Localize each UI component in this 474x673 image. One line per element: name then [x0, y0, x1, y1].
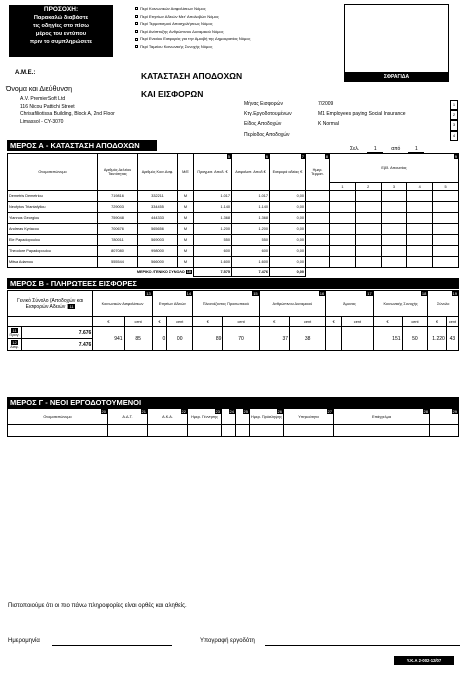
table-row: Ele Papadopoulou 780011 569003 M 550 550 0,00	[8, 235, 459, 246]
info-row: Είδος Αποδοχών K Normal 3	[244, 120, 458, 130]
section-a-header: ΜΕΡΟΣ Α - ΚΑΤΑΣΤΑΣΗ ΑΠΟΔΟΧΩΝ	[7, 140, 157, 151]
week-col: 3	[381, 183, 407, 191]
date-label: Ημερομηνία	[8, 638, 40, 644]
table-row: Neofytos Triantafyllou 729003 334455 M 1.140 1.140 0,00	[8, 202, 459, 213]
col-header-name: Ονοματεπώνυμο	[8, 154, 98, 191]
notice-line: μέρος του εντύπου	[35, 31, 87, 37]
week-col: 2	[355, 183, 381, 191]
col-24: 24	[222, 409, 236, 425]
col-holiday: 14 Ετησίων Αδειών	[152, 291, 192, 317]
employer-address: A.V. PremierSoft Ltd 116 Nicou Pattichi Street Chrisafiliotissa Building, Block A, 2nd Floor Limassol - CY-3070	[20, 96, 115, 125]
table-row: Demetris Demetriou 719816 332211 M 1.017 1.017 0,00	[8, 191, 459, 202]
signature-label: Υπογραφή εργοδότη	[200, 638, 255, 644]
checkbox[interactable]	[135, 38, 138, 41]
col-defence: 17 Άμυνας	[326, 291, 374, 317]
col-name: 20 Ονοματεπώνυμο	[8, 409, 108, 425]
checkbox[interactable]	[135, 45, 138, 48]
notice-line: πριν το συμπληρώσετε	[29, 39, 93, 45]
section-a-table	[7, 153, 459, 277]
week-col: 5	[433, 183, 459, 191]
law-checklist	[135, 5, 315, 51]
date-field[interactable]	[52, 645, 172, 646]
col-nationality: 27 Υπηκοότητα	[284, 409, 334, 425]
checkbox[interactable]	[135, 7, 138, 10]
page-indicator: Σελ. 1 από 1	[350, 146, 424, 153]
notice-title: ΠΡΟΣΟΧΗ:	[43, 6, 79, 13]
table-row: Andreas Kyriacou 700676 565656 M 1.200 1.200 0,00	[8, 224, 459, 235]
col-birth: 23 Ημερ. Γέννησης	[188, 409, 222, 425]
checkbox[interactable]	[135, 22, 138, 25]
col-header-mf: Μ/Ε	[178, 154, 194, 191]
col-aka: 22 Α.Κ.Α.	[148, 409, 188, 425]
form-code: Υ.Κ.Α 2-002-12/07	[394, 656, 454, 665]
law-item[interactable]: Περί Ταμείου Κοινωνικής Συνοχής Νόμος	[135, 43, 315, 51]
doc-title-1: ΚΑΤΑΣΤΑΣΗ ΑΠΟΔΟΧΩΝ	[141, 71, 243, 81]
col-id: 21 Α.Δ.Τ.	[108, 409, 148, 425]
ame-label: Α.Μ.Ε.:	[15, 70, 36, 76]
info-row: Μήνας Εισφορών 7/2009 1	[244, 100, 458, 110]
table-row: 11 Πραγ. 7.676 941 85 0 00 89 70 37 38 151 50 1.220 43	[8, 327, 459, 339]
stamp-label: ΣΦΡΑΓΙΔΑ	[344, 72, 449, 82]
section-c-table	[7, 408, 459, 437]
checkbox[interactable]	[135, 30, 138, 33]
col-header-insurable: 6 Ασφαλιστ. Αποδ.€	[232, 154, 270, 191]
certification-text: Πιστοποιούμε ότι οι πιο πάνω πληροφορίες είναι ορθές και αληθείς.	[8, 603, 187, 609]
section-c-header: ΜΕΡΟΣ Γ - ΝΕΟΙ ΕΡΓΟΔΟΤΟΥΜΕΝΟΙ	[7, 397, 459, 408]
table-row: Theodore Papadopoulou 807080 998000 M 600 600 0,00	[8, 246, 459, 257]
total-actual: 7.575	[194, 268, 232, 277]
notice-line: Παρακαλώ διαβάστε	[33, 15, 89, 21]
week-col: 4	[407, 183, 433, 191]
col-header-actual: 5 Πραγματ. Αποδ. €	[194, 154, 232, 191]
total-insurable: 7.476	[232, 268, 270, 277]
table-row	[8, 425, 459, 437]
stamp-box	[344, 4, 449, 82]
law-item[interactable]: Περί Ενιαίου Εισφοράς για την Αμοιβή της Δημοκρατίας Νόμος	[135, 35, 315, 43]
col-hire: 26 Ημερ. Πρόσληψης	[250, 409, 284, 425]
section-b-header: ΜΕΡΟΣ Β - ΠΛΗΡΩΤΕΕΣ ΕΙΣΦΟΡΕΣ	[7, 278, 459, 289]
table-row: Yiannos Georgiou 759048 444333 M 1.368 1.368 0,00	[8, 213, 459, 224]
col-hrd: 16 Ανθρώπινου Δυναμικού	[259, 291, 326, 317]
col-header-ins: Αριθμός Κοιν.Ασφ.	[138, 154, 178, 191]
col-29: 29	[430, 409, 459, 425]
col-header-weeks: 9 Εβδ. Απουσίας	[330, 154, 459, 183]
law-item[interactable]: Περί Ετησίων Αδειών Μετ' Απολαβών Νόμος	[135, 13, 315, 21]
table-row: 12 Ασφ. 7.476	[8, 339, 459, 351]
week-col: 1	[330, 183, 356, 191]
checkbox[interactable]	[135, 15, 138, 18]
col-ins: 13 Κοινωνικών Ασφαλίσεων	[93, 291, 152, 317]
col-header-term: 8 Ημερ. Τερματ.	[306, 154, 330, 191]
notice-line: τις οδηγίες στο πίσω	[32, 23, 90, 29]
section-b-table: Γενικό Σύνολο (Αποδοχών και Εισφορών Αδειών )11 13 Κοινωνικών Ασφαλίσεων 14 Ετησίων Αδειών 15 Πλεονάζοντος Προσωπικού 16 Ανθρώπινου Δυναμικού 17 Άμυνας 18 Κοινωνικής Συνοχής 19 Σύνολο € cent € cent € cent € cent € cent € cent € cent 11 Πραγ. 7.676 941 85 0 00 89 70 37 38 151 50 1.220 43 12 Ασφ. 7.476	[9, 291, 457, 349]
law-item[interactable]: Περί Κοινωνικών Ασφαλίσεων Νόμος	[135, 5, 315, 13]
employer-name-label: Όνομα και Διεύθυνση	[6, 86, 73, 93]
col-total: 19 Σύνολο	[428, 291, 459, 317]
col-header-holiday: 7 Εισφορά αδείας €	[270, 154, 306, 191]
law-item[interactable]: Περί Τερματισμού Απασχολήσεως Νόμος	[135, 20, 315, 28]
signature-field[interactable]	[265, 645, 460, 646]
col-occupation: 28 Επάγγελμα	[334, 409, 430, 425]
doc-title-2: ΚΑΙ ΕΙΣΦΟΡΩΝ	[141, 89, 204, 99]
info-row: Κτγ.Εργοδοτουμένων M1 Employees paying Social Insurance 2	[244, 110, 458, 120]
col-25: 25	[236, 409, 250, 425]
law-item[interactable]: Περί Ανάπτυξης Ανθρώπινου Δυναμικού Νόμος	[135, 28, 315, 36]
table-row: Mitsa Adamou 555544 566000 M 1.600 1.600 0,00	[8, 257, 459, 268]
col-header-id: Αριθμός Δελτίου Ταυτότητας	[98, 154, 138, 191]
col-redundancy: 15 Πλεονάζοντος Προσωπικού	[193, 291, 260, 317]
total-row	[8, 268, 459, 277]
total-label: Γενικό Σύνολο (Αποδοχών και Εισφορών Αδειών )11	[8, 291, 93, 317]
info-panel	[244, 100, 458, 141]
notice-box	[9, 5, 113, 57]
col-cohesion: 18 Κοινωνικής Συνοχής	[373, 291, 428, 317]
total-label: ΜΕΡΙΚΟ /ΓΕΝΙΚΟ ΣΥΝΟΛΟ 10	[8, 268, 194, 277]
total-holiday: 0,00	[270, 268, 306, 277]
info-row: Περίοδος Αποδοχών 4	[244, 131, 458, 141]
